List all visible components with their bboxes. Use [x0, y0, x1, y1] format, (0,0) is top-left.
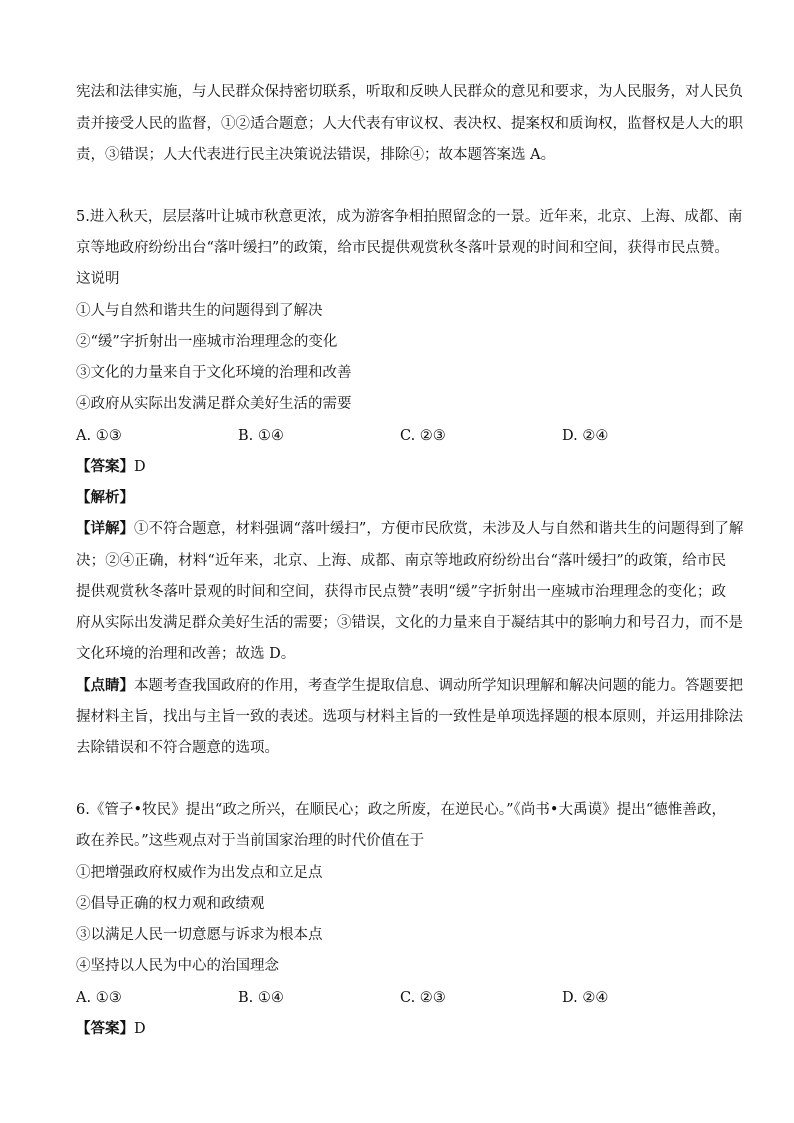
q5-answer-value: D: [134, 459, 146, 475]
q6-option-d: D. ②④: [562, 990, 609, 1006]
q5-comment-line-1: [76, 676, 743, 696]
intro-line-2: 责并接受人民的监督，①②适合题意；人大代表有审议权、表决权、提案权和质询权，监督权是人大的职: [76, 116, 743, 132]
q6-option-c: C. ②③: [400, 990, 446, 1006]
intro-line-1: 宪法和法律实施，与人民群众保持密切联系，听取和反映人民群众的意见和要求，为人民服务，对人民负: [76, 84, 743, 100]
q5-item-1: ①人与自然和谐共生的问题得到了解决: [76, 303, 323, 319]
q6-options: [76, 988, 726, 1008]
q5-comment-line-2: 握材料主旨，找出与主旨一致的表述。选项与材料主旨的一致性是单项选择题的根本原则，并运用排除法: [76, 709, 743, 725]
q5-option-c: C. ②③: [400, 428, 446, 444]
q5-detail-line-4: 府从实际出发满足群众美好生活的需要；③错误，文化的力量来自于凝结其中的影响力和号召力，而不是: [76, 615, 743, 631]
q6-answer-value: D: [134, 1021, 146, 1037]
intro-line-3: 责，③错误；人大代表进行民主决策说法错误，排除④；故本题答案选 A。: [76, 147, 556, 163]
q5-option-b: B. ①④: [238, 428, 284, 444]
q5-detail-line-5: 文化环境的治理和改善；故选 D。: [76, 646, 296, 662]
q5-stem-line-3: 这说明: [76, 271, 120, 287]
q5-item-3: ③文化的力量来自于文化环境的治理和改善: [76, 365, 352, 381]
q5-options: [76, 426, 726, 446]
q5-stem-line-1: 5.进入秋天，层层落叶让城市秋意更浓，成为游客争相拍照留念的一景。近年来，北京、上海、成都、南: [76, 209, 743, 225]
q5-item-2: ②“缓”字折射出一座城市治理理念的变化: [76, 334, 338, 350]
q5-comment-text-1: 本题考查我国政府的作用，考查学生提取信息、调动所学知识理解和解决问题的能力。答题要把: [134, 678, 743, 694]
q5-comment-tag: 【点睛】: [76, 677, 134, 694]
q6-option-b: B. ①④: [238, 990, 284, 1006]
q6-item-3: ③以满足人民一切意愿与诉求为根本点: [76, 927, 323, 943]
q5-detail-line-1: [76, 519, 744, 539]
q6-answer: [76, 1019, 146, 1039]
q5-detail-line-3: 提供观赏秋冬落叶景观的时间和空间，获得市民点赞”表明“缓”字折射出一座城市治理理念的变化；政: [76, 584, 726, 600]
q5-comment-line-3: 去除错误和不符合题意的选项。: [76, 740, 279, 756]
q6-item-2: ②倡导正确的权力观和政绩观: [76, 896, 265, 912]
q6-item-1: ①把增强政府权威作为出发点和立足点: [76, 865, 323, 881]
q5-option-a: A. ①③: [76, 428, 122, 444]
q5-item-4: ④政府从实际出发满足群众美好生活的需要: [76, 396, 352, 412]
q5-answer: [76, 457, 146, 477]
q5-detail-line-2: 决；②④正确，材料“近年来，北京、上海、成都、南京等地政府纷纷出台“落叶缓扫”的政策，给市民: [76, 553, 726, 569]
q5-analysis-tag: 【解析】: [76, 489, 134, 506]
q6-option-a: A. ①③: [76, 990, 122, 1006]
q6-answer-tag: 【答案】: [76, 1020, 134, 1037]
q6-stem-line-2: 政在养民。”这些观点对于当前国家治理的时代价值在于: [76, 833, 425, 849]
q5-answer-tag: 【答案】: [76, 458, 134, 475]
q5-detail-tag: 【详解】: [76, 520, 134, 537]
q5-option-d: D. ②④: [562, 428, 609, 444]
q6-item-4: ④坚持以人民为中心的治国理念: [76, 958, 279, 974]
q5-stem-line-2: 京等地政府纷纷出台“落叶缓扫”的政策，给市民提供观赏秋冬落叶景观的时间和空间，获得市民点赞。: [76, 240, 729, 256]
q5-detail-text-1: ①不符合题意，材料强调“落叶缓扫”，方便市民欣赏，未涉及人与自然和谐共生的问题得到了解: [134, 521, 744, 537]
q6-stem-line-1: 6.《管子•牧民》提出“政之所兴，在顺民心；政之所废，在逆民心。”《尚书•大禹谟》提出“德惟善政，: [76, 802, 726, 818]
